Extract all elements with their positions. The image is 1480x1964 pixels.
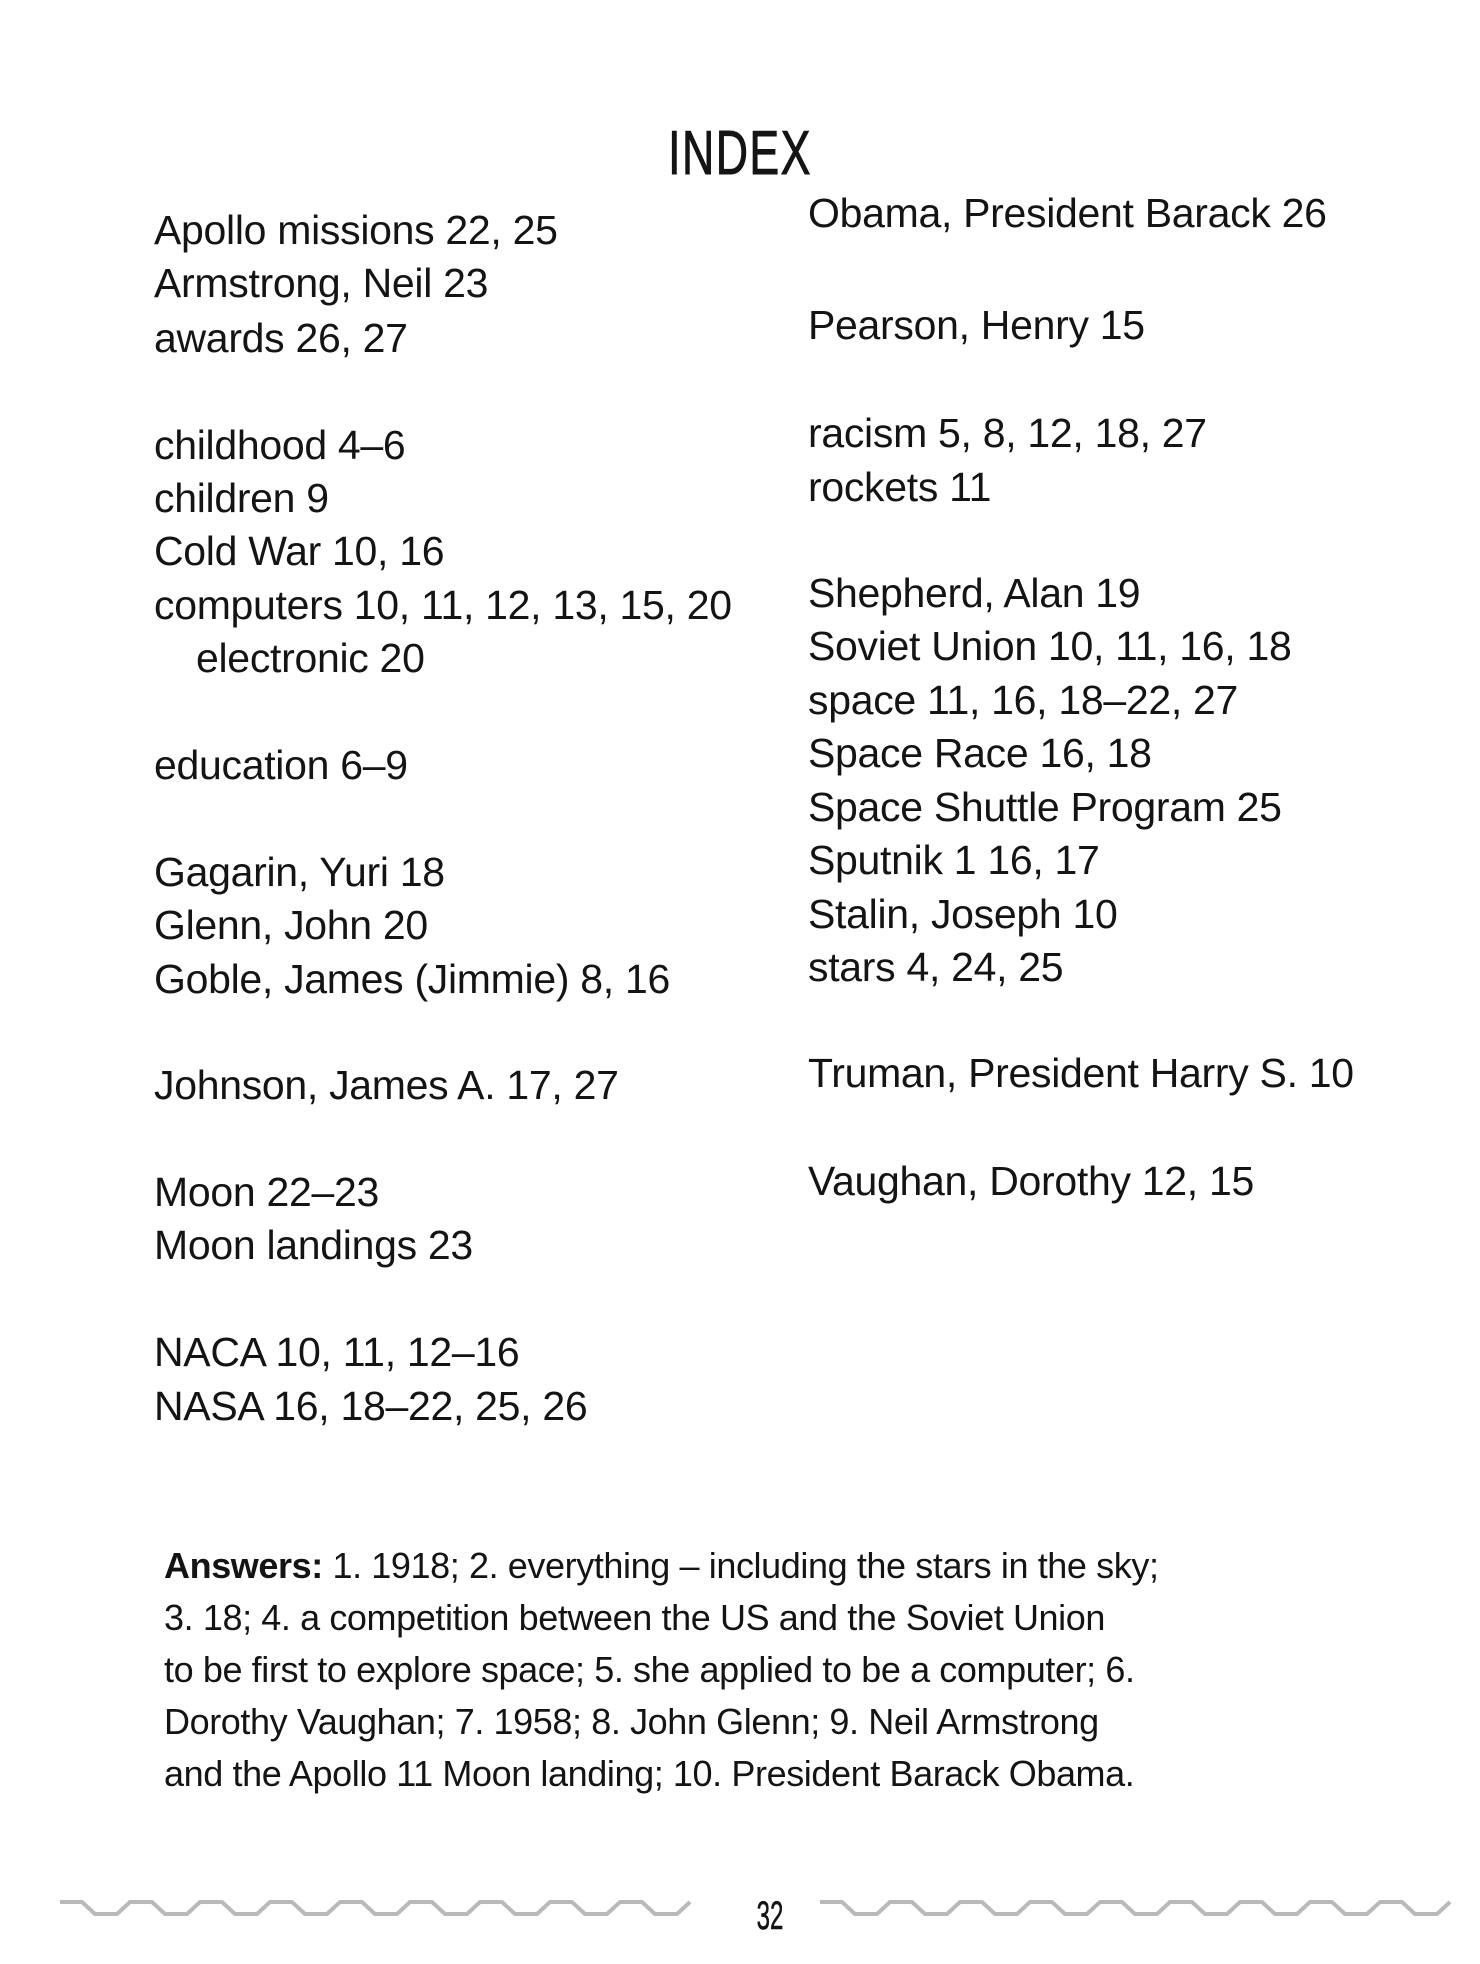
decorative-wave-right (820, 1890, 1480, 1930)
index-entry: rockets 11 (808, 464, 992, 510)
answers-line: 3. 18; 4. a competition between the US and the Soviet Union (164, 1597, 1106, 1638)
index-entry: Vaughan, Dorothy 12, 15 (808, 1158, 1254, 1204)
index-entry: Moon landings 23 (154, 1222, 473, 1268)
index-entry: Johnson, James A. 17, 27 (154, 1062, 619, 1108)
index-entry: NASA 16, 18–22, 25, 26 (154, 1383, 588, 1429)
index-entry: Apollo missions 22, 25 (154, 207, 558, 253)
index-entry: space 11, 16, 18–22, 27 (808, 677, 1239, 723)
index-entry: Cold War 10, 16 (154, 528, 445, 574)
index-entry: Space Race 16, 18 (808, 730, 1152, 776)
answers-line (164, 1540, 1284, 1592)
index-subentry: electronic 20 (196, 635, 425, 681)
page-number: 32 (756, 1894, 784, 1938)
answers-line: to be first to explore space; 5. she applied to be a computer; 6. (164, 1649, 1135, 1690)
index-entry: awards 26, 27 (154, 315, 408, 361)
index-entry: Truman, President Harry S. 10 (808, 1050, 1354, 1096)
index-entry: stars 4, 24, 25 (808, 944, 1064, 990)
index-entry: Space Shuttle Program 25 (808, 784, 1282, 830)
index-entry: racism 5, 8, 12, 18, 27 (808, 410, 1207, 456)
index-entry: Moon 22–23 (154, 1169, 379, 1215)
index-entry: Glenn, John 20 (154, 902, 428, 948)
index-entry: Gagarin, Yuri 18 (154, 849, 445, 895)
page-footer (0, 1890, 1480, 1950)
index-entry: computers 10, 11, 12, 13, 15, 20 (154, 582, 732, 628)
index-entry: Sputnik 1 16, 17 (808, 837, 1100, 883)
index-entry: education 6–9 (154, 742, 408, 788)
index-entry: children 9 (154, 475, 329, 521)
index-entry: Obama, President Barack 26 (808, 190, 1327, 236)
decorative-wave-left (60, 1890, 720, 1930)
wave-line (60, 1902, 690, 1914)
answers-text: 1. 1918; 2. everything – including the stars in the sky; (322, 1545, 1159, 1586)
answers-line: and the Apollo 11 Moon landing; 10. President Barack Obama. (164, 1753, 1135, 1794)
index-entry: Armstrong, Neil 23 (154, 260, 489, 306)
index-entry: childhood 4–6 (154, 422, 406, 468)
index-entry: Soviet Union 10, 11, 16, 18 (808, 623, 1292, 669)
index-entry: NACA 10, 11, 12–16 (154, 1329, 520, 1375)
answers-block (164, 1540, 1284, 1800)
wave-line (820, 1902, 1450, 1914)
index-entry: Shepherd, Alan 19 (808, 570, 1141, 616)
index-entry: Goble, James (Jimmie) 8, 16 (154, 956, 670, 1002)
index-entry: Stalin, Joseph 10 (808, 891, 1118, 937)
index-entry: Pearson, Henry 15 (808, 302, 1145, 348)
page-title: INDEX (668, 119, 812, 188)
answers-line: Dorothy Vaughan; 7. 1958; 8. John Glenn; 9. Neil Armstrong (164, 1701, 1099, 1742)
answers-label: Answers: (164, 1545, 323, 1586)
